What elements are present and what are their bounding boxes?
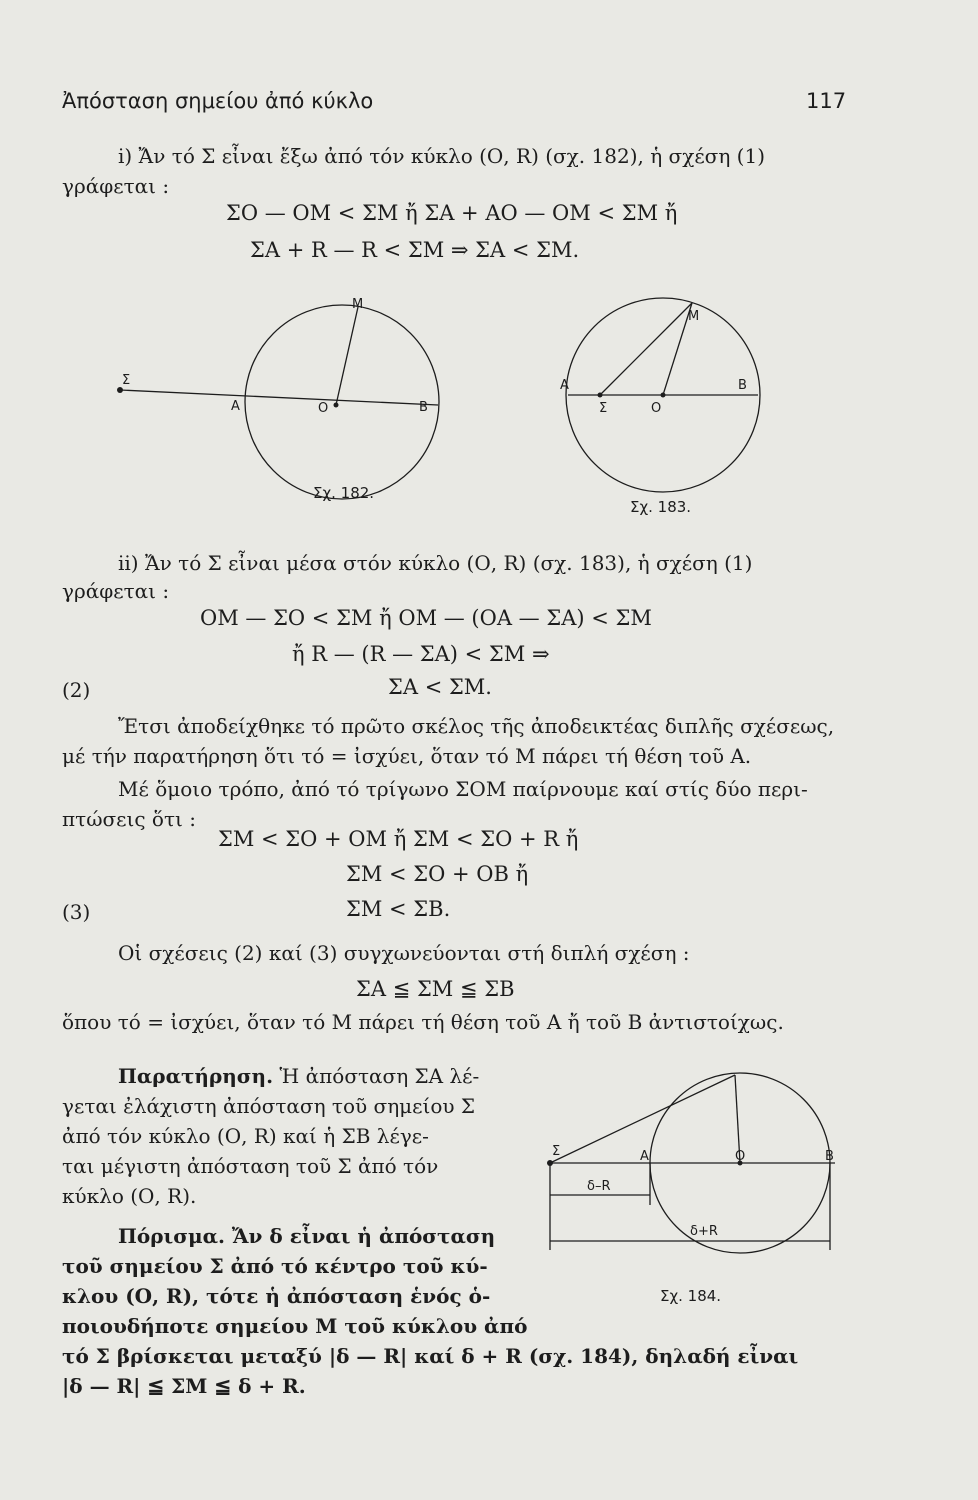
caption-182: Σχ. 182. [313, 484, 375, 502]
point-sigma-184 [547, 1160, 553, 1166]
label-a-182: Α [231, 399, 240, 414]
dimension-inner-label: δ–R [587, 1179, 611, 1194]
case-i-writes: γράφεται : [62, 174, 170, 198]
caption-183: Σχ. 183. [630, 498, 692, 516]
label-sigma-182: Σ [122, 373, 131, 388]
corollary-heading: Πόρισμα. [118, 1224, 225, 1248]
case-ii-writes: γράφεται : [62, 579, 170, 603]
label-m-183: Μ [688, 309, 700, 324]
label-a-184: Α [640, 1149, 649, 1164]
case-i-intro: i) Ἄν τό Σ εἶναι ἔξω ἀπό τόν κύκλο (Ο, R) (σχ. 182), ἡ σχέση (1) [118, 144, 766, 168]
case-ii-equation-2: ἤ R — (R — ΣΑ) < ΣΜ ⇒ [292, 642, 550, 666]
center-o-182 [334, 403, 339, 408]
label-m-182: Μ [352, 297, 364, 312]
remark-line-5: κύκλο (Ο, R). [62, 1184, 197, 1208]
case-i-equation-1: ΣΟ — ΟΜ < ΣΜ ἤ ΣΑ + ΑΟ — ΟΜ < ΣΜ ἤ [226, 201, 678, 225]
page-number: 117 [806, 89, 847, 113]
figure-184 [535, 1065, 865, 1315]
label-o-182: Ο [318, 401, 329, 416]
combine-note: ὅπου τό = ἰσχύει, ὅταν τό Μ πάρει τή θέση τοῦ Α ἤ τοῦ Β ἀντιστοίχως. [62, 1010, 784, 1034]
radius-om-182 [336, 307, 358, 405]
center-o-183 [661, 393, 666, 398]
label-o-183: Ο [651, 401, 662, 416]
remark-line-4: ται μέγιστη ἀπόσταση τοῦ Σ ἀπό τόν [62, 1154, 439, 1178]
remark-line-3: ἀπό τόν κύκλο (Ο, R) καί ἡ ΣΒ λέγε- [62, 1124, 429, 1148]
case-ii-equation-1: ΟΜ — ΣΟ < ΣΜ ἤ ΟΜ — (ΟΑ — ΣΑ) < ΣΜ [200, 606, 652, 630]
similar-line-1: Μέ ὅμοιο τρόπο, ἀπό τό τρίγωνο ΣΟΜ παίρνουμε καί στίς δύο περι- [118, 777, 808, 801]
equation-label-3: (3) [62, 900, 91, 924]
corollary-line-1 [118, 1223, 495, 1249]
label-sigma-183: Σ [599, 401, 608, 416]
similar-equation-1: ΣΜ < ΣΟ + ΟΜ ἤ ΣΜ < ΣΟ + R ἤ [218, 827, 579, 851]
similar-equation-3: ΣΜ < ΣΒ. [346, 897, 451, 921]
double-inequality: ΣΑ ≦ ΣΜ ≦ ΣΒ [356, 977, 515, 1001]
remark-line-2: γεται ἐλάχιστη ἀπόσταση τοῦ σημείου Σ [62, 1094, 476, 1118]
figure-183 [560, 298, 760, 516]
corollary-line-4: ποιουδήποτε σημείου Μ τοῦ κύκλου ἀπό [62, 1314, 528, 1338]
proved-line-1: Ἔτσι ἀποδείχθηκε τό πρῶτο σκέλος τῆς ἀποδεικτέας διπλῆς σχέσεως, [118, 714, 835, 738]
case-i-equation-2: ΣΑ + R — R < ΣΜ ⇒ ΣΑ < ΣΜ. [250, 238, 580, 262]
corollary-line-2: τοῦ σημείου Σ ἀπό τό κέντρο τοῦ κύ- [62, 1254, 488, 1278]
remark-heading: Παρατήρηση. [118, 1064, 274, 1088]
label-sigma-184: Σ [552, 1144, 561, 1159]
remark-line-1-text: Ἡ ἀπόσταση ΣΑ λέ- [273, 1064, 480, 1088]
label-a-183: Α [560, 378, 569, 393]
proved-line-2: μέ τήν παρατήρηση ὅτι τό = ἰσχύει, ὅταν τό Μ πάρει τή θέση τοῦ Α. [62, 744, 752, 768]
case-ii-intro: ii) Ἄν τό Σ εἶναι μέσα στόν κύκλο (Ο, R) (σχ. 183), ἡ σχέση (1) [118, 551, 753, 575]
label-b-182: Β [419, 400, 428, 415]
combine-line: Οἱ σχέσεις (2) καί (3) συγχωνεύονται στή διπλή σχέση : [118, 941, 690, 965]
dimension-outer-label: δ+R [690, 1224, 718, 1239]
corollary-line-3: κλου (Ο, R), τότε ἡ ἀπόσταση ἑνός ὁ- [62, 1284, 491, 1308]
label-o-184: Ο [735, 1149, 746, 1164]
label-b-183: Β [738, 378, 747, 393]
corollary-line-5: τό Σ βρίσκεται μεταξύ |δ — R| καί δ + R (σχ. 184), δηλαδή εἶναι [62, 1344, 799, 1368]
corollary-line-1-text: Ἄν δ εἶναι ἡ ἀπόσταση [224, 1224, 496, 1248]
segment-sigma-m-183 [600, 303, 692, 395]
circle-182 [245, 305, 439, 499]
point-sigma-183 [598, 393, 603, 398]
line-sigma-b-182 [120, 390, 438, 405]
caption-184: Σχ. 184. [660, 1287, 722, 1305]
label-b-184: Β [825, 1149, 834, 1164]
equation-label-2: (2) [62, 678, 91, 702]
case-ii-equation-3: ΣΑ < ΣΜ. [388, 675, 492, 699]
similar-equation-2: ΣΜ < ΣΟ + ΟΒ ἤ [346, 862, 529, 886]
similar-line-2: πτώσεις ὅτι : [62, 807, 196, 831]
figures-182-183 [100, 290, 820, 520]
figure-182 [117, 297, 439, 502]
remark-line-1 [118, 1063, 479, 1089]
running-header-title: Ἀπόσταση σημείου ἀπό κύκλο [62, 89, 374, 113]
corollary-line-6: |δ — R| ≦ ΣΜ ≦ δ + R. [62, 1374, 306, 1398]
